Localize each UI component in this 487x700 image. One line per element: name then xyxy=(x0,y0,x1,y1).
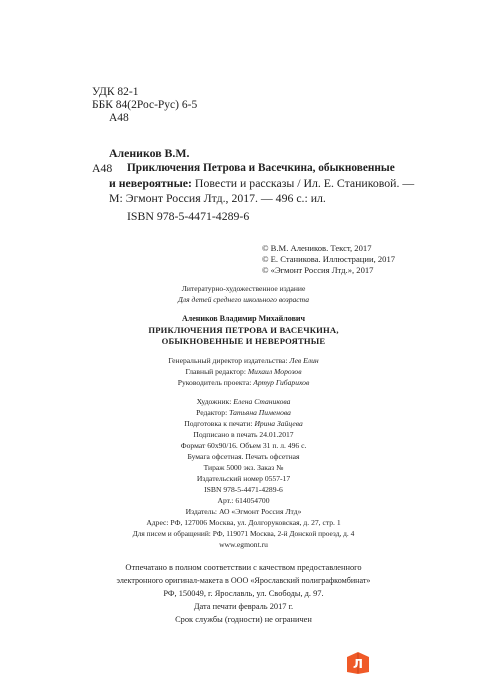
staff-role: Главный редактор: xyxy=(185,367,248,376)
imprint-genre: Литературно-художественное издание xyxy=(181,284,306,293)
spec-address: Адрес: РФ, 127006 Москва, ул. Долгоруковская, д. 27, стр. 1 xyxy=(146,518,341,527)
team-role: Художник: xyxy=(196,397,234,406)
bib-title-end: и невероятные: xyxy=(109,176,192,190)
audience-text: Для детей среднего школьного возраста xyxy=(177,295,310,304)
staff-line-1 xyxy=(0,355,487,366)
bib-author: Алеников В.М. xyxy=(109,146,190,160)
bib-mark: А48 xyxy=(92,161,113,175)
staff-name: Михаил Морозов xyxy=(247,367,302,376)
staff-role: Руководитель проекта: xyxy=(177,378,254,387)
team-name: Елена Станикова xyxy=(233,397,291,406)
spec-isbn: ISBN 978-5-4471-4289-6 xyxy=(204,485,283,494)
bib-subtitle: Повести и рассказы / Ил. Е. Станиковой. — xyxy=(191,176,415,190)
copyright-publisher: © «Эгмонт Россия Лтд.», 2017 xyxy=(262,265,374,275)
spec-website: www.egmont.ru xyxy=(219,540,268,549)
team-role: Редактор: xyxy=(196,408,230,417)
team-line-3 xyxy=(0,418,487,429)
team-role: Подготовка к печати: xyxy=(184,419,255,428)
svg-text:Л: Л xyxy=(353,657,363,671)
spec-signed: Подписано в печать 24.01.2017 xyxy=(193,430,294,439)
imprint-author: Алеников Владимир Михайлович xyxy=(181,314,306,323)
spec-print-run: Тираж 5000 экз. Заказ № xyxy=(203,463,284,472)
spec-format: Формат 60х90/16. Объем 31 п. л. 496 с. xyxy=(180,441,307,450)
printing-line-2: электронного оригинал-макета в ООО «Ярославский полиграфкомбинат» xyxy=(116,576,371,585)
litres-book-icon xyxy=(346,652,370,674)
udk-code: УДК 82-1 xyxy=(92,86,139,98)
bib-isbn: ISBN 978-5-4471-4289-6 xyxy=(127,209,250,223)
copyright-illustrations: © Е. Станикова. Иллюстрации, 2017 xyxy=(262,254,396,264)
printing-date: Дата печати февраль 2017 г. xyxy=(193,602,294,611)
staff-role: Генеральный директор издательства: xyxy=(168,356,290,365)
imprint-title-1: ПРИКЛЮЧЕНИЯ ПЕТРОВА И ВАСЕЧКИНА, xyxy=(148,325,339,335)
bbk-code: ББК 84(2Рос-Рус) 6-5 xyxy=(92,99,198,111)
spec-paper: Бумага офсетная. Печать офсетная xyxy=(187,452,300,461)
printing-line-1: Отпечатано в полном соответствии с качеством предоставленного xyxy=(125,563,362,572)
imprint-audience xyxy=(0,294,487,305)
staff-line-2 xyxy=(0,366,487,377)
bib-publication: М: Эгмонт Россия Лтд., 2017. — 496 с.: ил. xyxy=(109,191,326,205)
bib-title: Приключения Петрова и Васечкина, обыкновенные xyxy=(127,162,395,174)
author-mark: А48 xyxy=(109,112,129,124)
printing-shelf-life: Срок службы (годности) не ограничен xyxy=(175,615,312,624)
spec-article: Арт.: 614054700 xyxy=(217,496,270,505)
copyright-text: © В.М. Алеников. Текст, 2017 xyxy=(262,243,372,253)
team-line-2 xyxy=(0,407,487,418)
staff-name: Лев Елин xyxy=(289,356,319,365)
spec-publisher-number: Издательский номер 0557-17 xyxy=(196,474,291,483)
spec-correspondence: Для писем и обращений: РФ, 119071 Москва, 2-й Донской проезд, д. 4 xyxy=(132,529,355,538)
staff-name: Артур Гибарихов xyxy=(253,378,310,387)
team-name: Ирина Зайцева xyxy=(254,419,303,428)
staff-line-3 xyxy=(0,377,487,388)
printing-line-3: РФ, 150049, г. Ярославль, ул. Свободы, д. 97. xyxy=(163,589,324,598)
imprint-title-2: ОБЫКНОВЕННЫЕ И НЕВЕРОЯТНЫЕ xyxy=(161,336,326,346)
team-name: Татьяна Пименова xyxy=(229,408,291,417)
spec-publisher: Издатель: АО «Эгмонт Россия Лтд» xyxy=(185,507,302,516)
team-line-1 xyxy=(0,396,487,407)
bib-title-cont xyxy=(109,176,414,191)
